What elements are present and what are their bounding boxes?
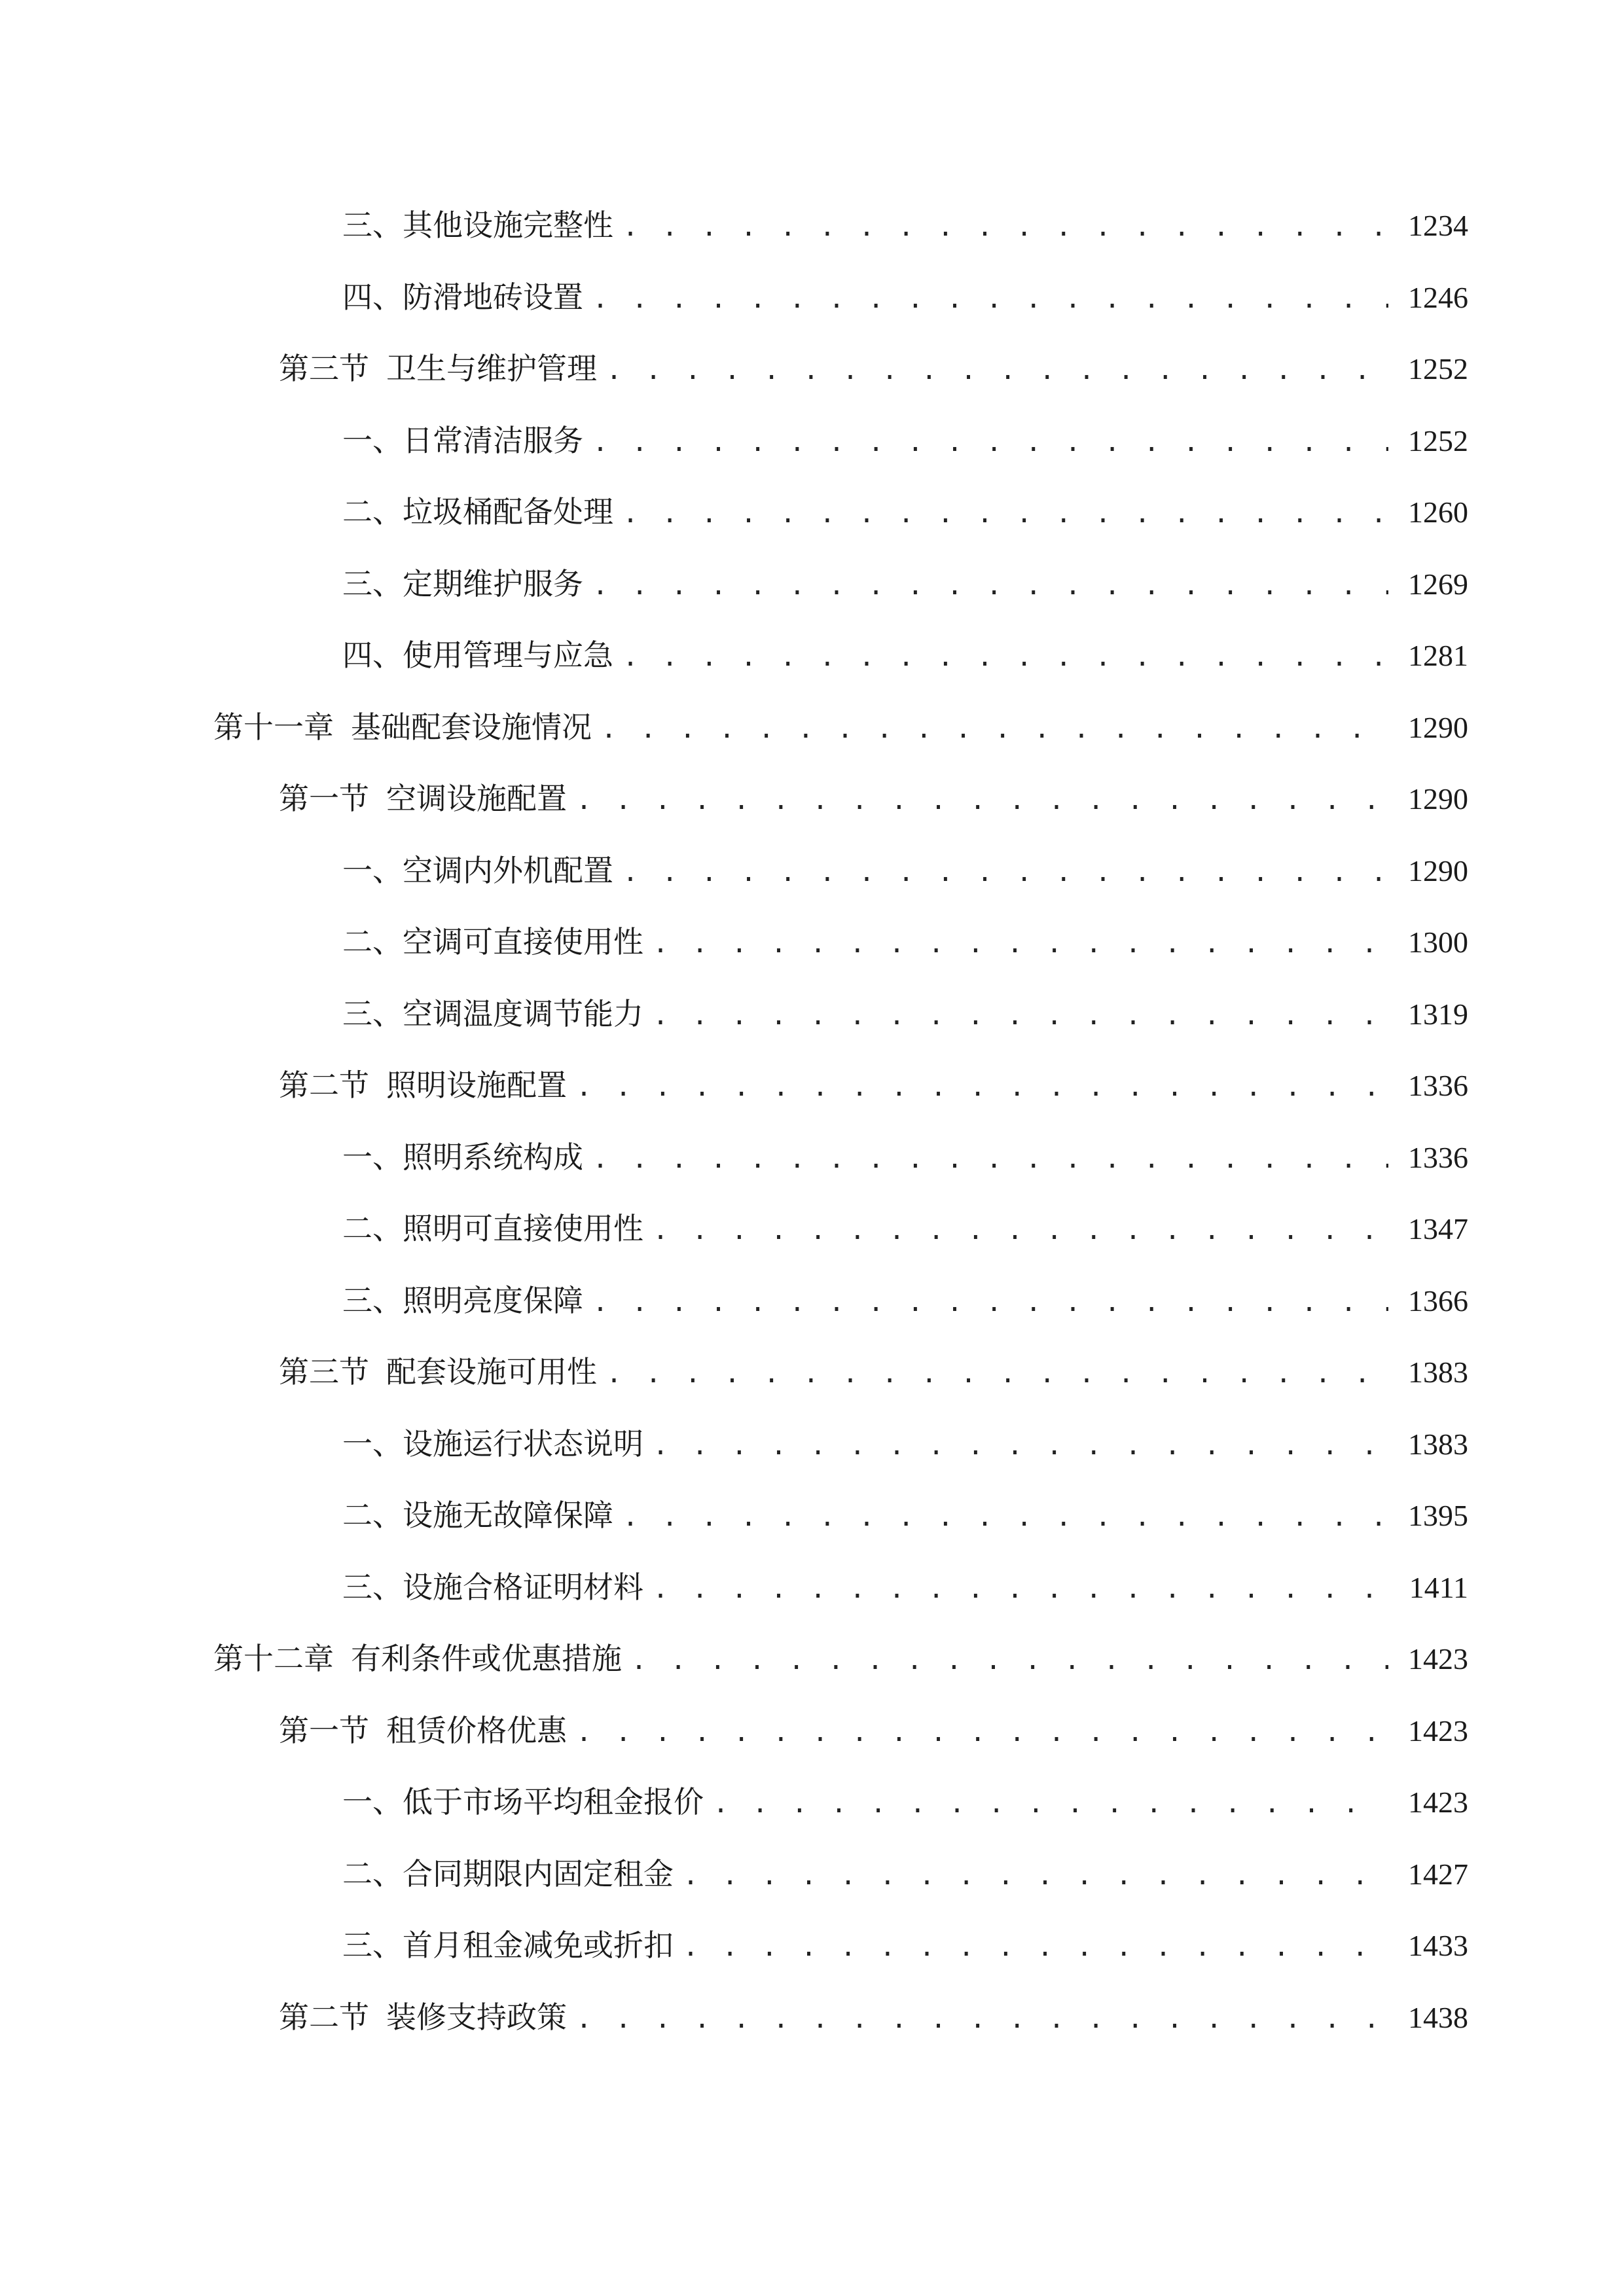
toc-page-number: 1336 bbox=[1408, 1069, 1468, 1102]
toc-dot-leader bbox=[592, 1267, 1388, 1339]
toc-page-number: 1246 bbox=[1408, 280, 1468, 314]
toc-entry-number: 第一节 bbox=[279, 781, 369, 816]
toc-entry-section[interactable] bbox=[0, 1336, 1624, 1408]
toc-page-number: 1290 bbox=[1408, 782, 1468, 816]
toc-dot-leader bbox=[653, 1554, 1388, 1626]
toc-dot-leader bbox=[653, 1410, 1388, 1482]
toc-page-number: 1366 bbox=[1408, 1283, 1468, 1318]
toc-entry-item[interactable] bbox=[0, 1910, 1624, 1982]
toc-entry-item[interactable] bbox=[0, 405, 1624, 477]
toc-entry-number: 三、 bbox=[342, 1928, 403, 1963]
toc-dot-leader bbox=[631, 1625, 1388, 1697]
toc-entry-item[interactable] bbox=[0, 906, 1624, 978]
toc-page-number: 1319 bbox=[1408, 997, 1468, 1031]
toc-entry-title: 基础配套设施情况 bbox=[351, 709, 592, 745]
toc-entry-number: 第二节 bbox=[279, 1067, 369, 1103]
toc-dot-leader bbox=[713, 1768, 1388, 1840]
toc-page-number: 1427 bbox=[1408, 1857, 1468, 1891]
toc-page-number: 1383 bbox=[1408, 1427, 1468, 1461]
toc-page-number: 1438 bbox=[1408, 2000, 1468, 2034]
toc-entry-item[interactable] bbox=[0, 1767, 1624, 1839]
toc-entry-section[interactable] bbox=[0, 333, 1624, 405]
toc-entry-title: 首月租金减免或折扣 bbox=[403, 1928, 674, 1963]
toc-page-number: 1423 bbox=[1408, 1785, 1468, 1819]
toc-entry-item[interactable] bbox=[0, 835, 1624, 907]
toc-entry-item[interactable] bbox=[0, 1265, 1624, 1337]
toc-page-number: 1260 bbox=[1408, 495, 1468, 529]
toc-entry-item[interactable] bbox=[0, 1839, 1624, 1910]
toc-entry-item[interactable] bbox=[0, 1122, 1624, 1194]
toc-entry-number: 四、 bbox=[342, 279, 403, 315]
toc-entry-number: 一、 bbox=[342, 422, 403, 458]
toc-page-number: 1269 bbox=[1408, 567, 1468, 601]
toc-entry-title: 空调温度调节能力 bbox=[403, 996, 643, 1031]
toc-page-number: 1252 bbox=[1408, 352, 1468, 386]
table-of-contents bbox=[0, 190, 1624, 2053]
toc-entry-number: 三、 bbox=[342, 1282, 403, 1318]
toc-entry-title: 合同期限内固定租金 bbox=[403, 1856, 674, 1892]
toc-entry-number: 第十一章 bbox=[213, 709, 334, 745]
toc-dot-leader bbox=[592, 550, 1388, 622]
toc-entry-number: 一、 bbox=[342, 1784, 403, 1820]
toc-page-number: 1423 bbox=[1408, 1713, 1468, 1748]
toc-entry-title: 租赁价格优惠 bbox=[386, 1712, 567, 1748]
toc-entry-title: 空调可直接使用性 bbox=[403, 924, 643, 960]
toc-entry-number: 三、 bbox=[342, 996, 403, 1031]
toc-dot-leader bbox=[623, 622, 1388, 694]
toc-dot-leader bbox=[623, 192, 1388, 264]
toc-entry-item[interactable] bbox=[0, 1480, 1624, 1552]
toc-dot-leader bbox=[623, 478, 1388, 550]
toc-entry-title: 设施运行状态说明 bbox=[403, 1426, 643, 1462]
toc-entry-item[interactable] bbox=[0, 620, 1624, 692]
toc-dot-leader bbox=[653, 908, 1388, 980]
toc-entry-section[interactable] bbox=[0, 763, 1624, 835]
toc-dot-leader bbox=[592, 407, 1388, 479]
toc-dot-leader bbox=[606, 335, 1388, 407]
toc-entry-item[interactable] bbox=[0, 190, 1624, 262]
toc-entry-number: 二、 bbox=[342, 924, 403, 960]
toc-entry-number: 四、 bbox=[342, 637, 403, 673]
toc-entry-title: 垃圾桶配备处理 bbox=[403, 494, 613, 529]
toc-page-number: 1290 bbox=[1408, 710, 1468, 744]
toc-entry-title: 照明系统构成 bbox=[403, 1139, 583, 1175]
toc-entry-number: 第二节 bbox=[279, 1999, 369, 2035]
toc-entry-number: 一、 bbox=[342, 1139, 403, 1175]
toc-dot-leader bbox=[683, 1840, 1388, 1912]
toc-entry-title: 设施无故障保障 bbox=[403, 1498, 613, 1533]
toc-page-number: 1383 bbox=[1408, 1355, 1468, 1389]
toc-entry-title: 照明设施配置 bbox=[386, 1067, 567, 1103]
toc-entry-item[interactable] bbox=[0, 978, 1624, 1050]
toc-entry-section[interactable] bbox=[0, 1050, 1624, 1122]
toc-page-number: 1281 bbox=[1408, 639, 1468, 672]
toc-entry-number: 三、 bbox=[342, 565, 403, 601]
toc-entry-title: 配套设施可用性 bbox=[386, 1354, 597, 1390]
toc-entry-item[interactable] bbox=[0, 1552, 1624, 1624]
toc-entry-title: 照明亮度保障 bbox=[403, 1282, 583, 1318]
toc-dot-leader bbox=[576, 1984, 1388, 2056]
toc-entry-item[interactable] bbox=[0, 476, 1624, 548]
toc-dot-leader bbox=[623, 837, 1388, 909]
toc-entry-chapter[interactable] bbox=[0, 692, 1624, 764]
toc-entry-chapter[interactable] bbox=[0, 1623, 1624, 1695]
toc-page-number: 1300 bbox=[1408, 925, 1468, 959]
toc-dot-leader bbox=[576, 765, 1388, 837]
toc-dot-leader bbox=[592, 264, 1388, 336]
toc-page-number: 1433 bbox=[1408, 1929, 1468, 1962]
toc-entry-number: 二、 bbox=[342, 1856, 403, 1892]
toc-entry-number: 二、 bbox=[342, 494, 403, 529]
toc-dot-leader bbox=[592, 1124, 1388, 1196]
toc-dot-leader bbox=[576, 1052, 1388, 1124]
toc-entry-title: 其他设施完整性 bbox=[403, 207, 613, 243]
toc-entry-title: 有利条件或优惠措施 bbox=[351, 1641, 622, 1676]
toc-entry-number: 第一节 bbox=[279, 1712, 369, 1748]
toc-entry-number: 二、 bbox=[342, 1211, 403, 1246]
toc-entry-number: 三、 bbox=[342, 207, 403, 243]
toc-entry-item[interactable] bbox=[0, 1408, 1624, 1480]
toc-dot-leader bbox=[601, 694, 1388, 766]
toc-page-number: 1347 bbox=[1408, 1212, 1468, 1246]
toc-entry-item[interactable] bbox=[0, 262, 1624, 334]
toc-entry-number: 三、 bbox=[342, 1569, 403, 1605]
toc-dot-leader bbox=[623, 1482, 1388, 1554]
toc-page-number: 1290 bbox=[1408, 853, 1468, 888]
toc-entry-title: 定期维护服务 bbox=[403, 565, 583, 601]
toc-dot-leader bbox=[653, 1195, 1388, 1267]
toc-dot-leader bbox=[653, 980, 1388, 1052]
toc-entry-title: 使用管理与应急 bbox=[403, 637, 613, 673]
toc-dot-leader bbox=[576, 1697, 1388, 1769]
toc-entry-item[interactable] bbox=[0, 548, 1624, 620]
toc-entry-title: 设施合格证明材料 bbox=[403, 1569, 643, 1605]
toc-entry-title: 照明可直接使用性 bbox=[403, 1211, 643, 1246]
toc-entry-number: 第十二章 bbox=[213, 1641, 334, 1676]
toc-entry-title: 空调内外机配置 bbox=[403, 852, 613, 888]
toc-entry-title: 空调设施配置 bbox=[386, 781, 567, 816]
toc-entry-section[interactable] bbox=[0, 1982, 1624, 2054]
toc-entry-number: 第三节 bbox=[279, 1354, 369, 1390]
toc-entry-section[interactable] bbox=[0, 1695, 1624, 1767]
toc-entry-title: 低于市场平均租金报价 bbox=[403, 1784, 704, 1820]
toc-dot-leader bbox=[606, 1338, 1388, 1410]
toc-entry-title: 日常清洁服务 bbox=[403, 422, 583, 458]
toc-entry-number: 第三节 bbox=[279, 351, 369, 386]
toc-page-number: 1234 bbox=[1408, 209, 1468, 242]
toc-page-number: 1336 bbox=[1408, 1140, 1468, 1174]
toc-dot-leader bbox=[683, 1912, 1388, 1984]
toc-entry-number: 二、 bbox=[342, 1498, 403, 1533]
toc-entry-title: 卫生与维护管理 bbox=[386, 351, 597, 386]
toc-page-number: 1252 bbox=[1408, 423, 1468, 457]
toc-entry-number: 一、 bbox=[342, 852, 403, 888]
toc-page-number: 1411 bbox=[1409, 1570, 1468, 1604]
toc-entry-item[interactable] bbox=[0, 1193, 1624, 1265]
toc-page-number: 1395 bbox=[1408, 1499, 1468, 1532]
toc-entry-title: 装修支持政策 bbox=[386, 1999, 567, 2035]
toc-entry-number: 一、 bbox=[342, 1426, 403, 1462]
toc-page-number: 1423 bbox=[1408, 1642, 1468, 1676]
toc-entry-title: 防滑地砖设置 bbox=[403, 279, 583, 315]
